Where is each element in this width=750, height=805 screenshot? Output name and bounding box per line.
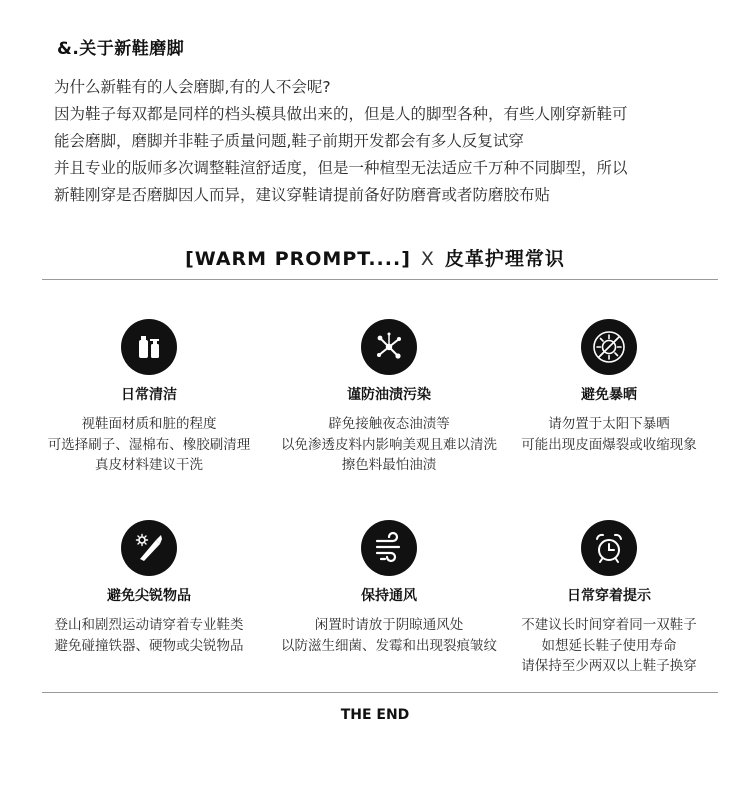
divider-bottom	[42, 692, 718, 693]
tip-line: 闲置时请放于阴晾通风处	[314, 617, 464, 633]
tip-line: 可能出现皮面爆裂或收缩现象	[521, 436, 697, 453]
banner-left-text: [WARM PROMPT....]	[185, 248, 411, 270]
ventilation-wind-icon	[361, 520, 417, 576]
tip-title: 谨防油渍污染	[347, 387, 431, 403]
tip-ventilation	[264, 520, 514, 656]
sun-exposure-icon	[581, 319, 637, 375]
oil-stain-icon	[361, 319, 417, 375]
tip-line: 如想延长鞋子使用寿命	[541, 637, 677, 654]
intro-line: 能会磨脚，磨脚并非鞋子质量问题,鞋子前期开发都会有多人反复试穿	[54, 132, 524, 150]
tip-avoid-sun	[484, 319, 734, 455]
section-title: &.关于新鞋磨脚	[57, 39, 185, 59]
tip-daily-cleaning	[24, 319, 274, 476]
tip-line: 视鞋面材质和脏的程度	[81, 416, 217, 432]
tip-line: 不建议长时间穿着同一双鞋子	[521, 617, 697, 633]
tip-line: 擦色料最怕油渍	[341, 457, 437, 473]
intro-line: 因为鞋子每双都是同样的档头模具做出来的，但是人的脚型各种，有些人刚穿新鞋可	[54, 105, 628, 123]
tip-line: 真皮材料建议干洗	[95, 457, 203, 473]
tip-title: 保持通风	[361, 588, 417, 604]
tip-line: 可选择刷子、湿棉布、橡胶刷清理	[47, 436, 251, 453]
banner-right-text: 皮革护理常识	[444, 248, 565, 270]
tip-line: 请勿置于太阳下暴晒	[548, 416, 670, 432]
tip-line: 以防滋生细菌、发霉和出现裂痕皱纹	[281, 637, 497, 654]
tip-line: 避免碰撞铁器、硬物或尖锐物品	[54, 637, 244, 654]
divider-top	[42, 279, 718, 280]
intro-line: 为什么新鞋有的人会磨脚,有的人不会呢?	[54, 78, 331, 96]
tip-line: 请保持至少两双以上鞋子换穿	[521, 658, 697, 674]
tip-oil-stain	[264, 319, 514, 476]
tip-title: 日常穿着提示	[567, 588, 651, 604]
tip-line: 以免渗透皮料内影响美观且难以清洗	[281, 436, 497, 453]
tip-line: 登山和剧烈运动请穿着专业鞋类	[54, 617, 244, 633]
tip-title: 日常清洁	[121, 387, 177, 403]
tip-title: 避免尖锐物品	[107, 588, 191, 604]
banner-separator: X	[420, 248, 435, 270]
tip-line: 辟免接触夜态油渍等	[328, 416, 450, 432]
the-end-label: THE END	[340, 707, 410, 723]
warm-prompt-banner	[0, 244, 750, 271]
tip-avoid-sharp	[24, 520, 274, 656]
alarm-clock-icon	[581, 520, 637, 576]
intro-paragraph	[54, 74, 734, 209]
tip-title: 避免暴晒	[581, 387, 637, 403]
intro-line: 并且专业的版师多次调整鞋渲舒适度，但是一种楦型无法适应千万种不同脚型，所以	[54, 159, 628, 177]
intro-line: 新鞋刚穿是否磨脚因人而异，建议穿鞋请提前备好防磨膏或者防磨胶布贴	[54, 186, 551, 204]
tip-daily-wear	[484, 520, 734, 677]
cleaning-bottles-icon	[121, 319, 177, 375]
sharp-tool-icon	[121, 520, 177, 576]
